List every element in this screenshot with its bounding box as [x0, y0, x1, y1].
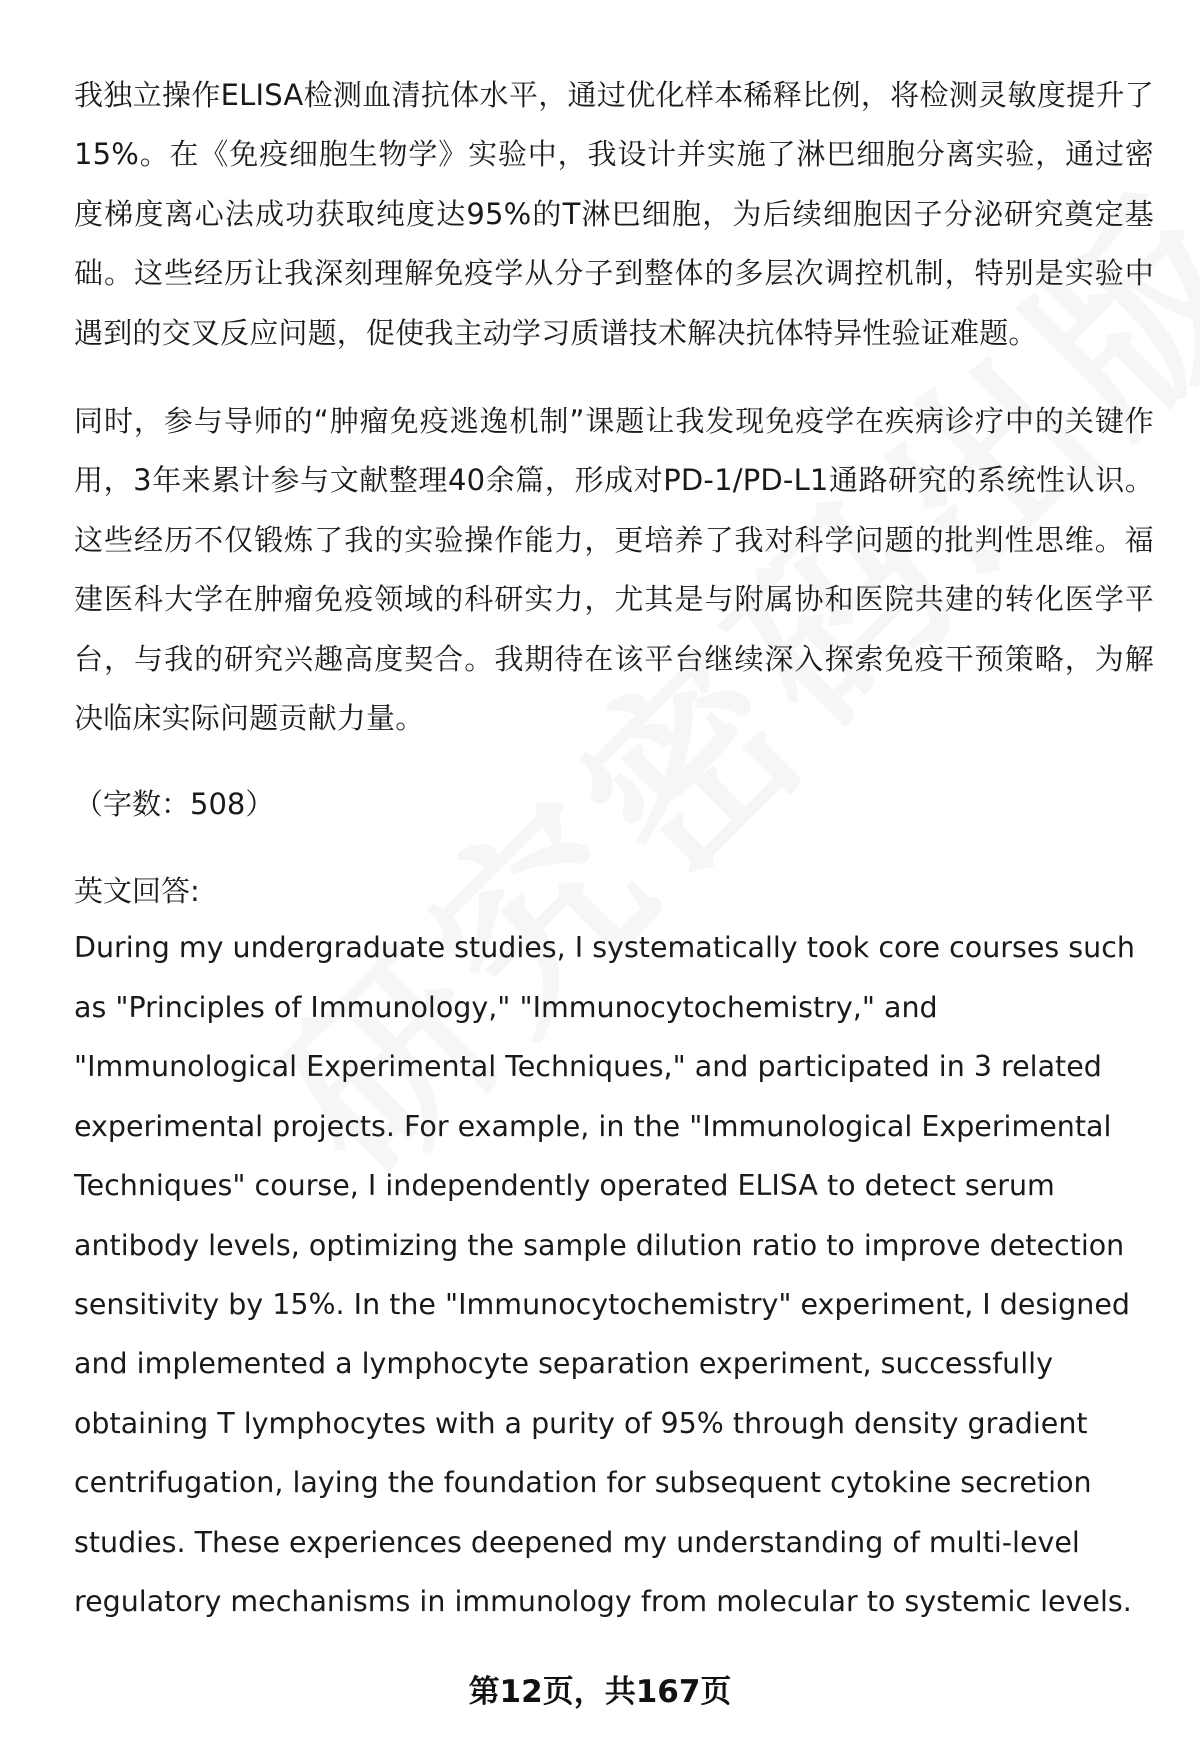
- english-answer-heading: 英文回答:: [74, 874, 200, 909]
- document-body: [74, 66, 1154, 1631]
- page-number-footer: 第12页，共167页: [468, 1674, 732, 1710]
- paragraph-english: During my undergraduate studies, I systematically took core courses such as "Principles of Immunology," "Immunocytochemistry," and "Immunological Experimental Techniques," and participated in 3 related experimental projects. For example, in the "Immunological Experimental Techniques" course, I independently operated ELISA to detect serum antibody levels, optimizing the sample dilution ratio to improve detection sensitivity by 15%. In the "Immunocytochemistry" experiment, I designed and implemented a lymphocyte separation experiment, successfully obtaining T lymphocytes with a purity of 95% through density gradient centrifugation, laying the foundation for subsequent cytokine secretion studies. These experiences deepened my understanding of multi-level regulatory mechanisms in immunology from molecular to systemic levels.: [74, 931, 1135, 1618]
- paragraph-chinese-1: 我独立操作ELISA检测血清抗体水平，通过优化样本稀释比例，将检测灵敏度提升了15%。在《免疫细胞生物学》实验中，我设计并实施了淋巴细胞分离实验，通过密度梯度离心法成功获取纯度达95%的T淋巴细胞，为后续细胞因子分泌研究奠定基础。这些经历让我深刻理解免疫学从分子到整体的多层次调控机制，特别是实验中遇到的交叉反应问题，促使我主动学习质谱技术解决抗体特异性验证难题。: [74, 78, 1154, 350]
- word-count: （字数：508）: [74, 787, 275, 822]
- paragraph-chinese-2: 同时，参与导师的“肿瘤免疫逃逸机制”课题让我发现免疫学在疾病诊疗中的关键作用，3年来累计参与文献整理40余篇，形成对PD-1/PD-L1通路研究的系统性认识。这些经历不仅锻炼了我的实验操作能力，更培养了我对科学问题的批判性思维。福建医科大学在肿瘤免疫领域的科研实力，尤其是与附属协和医院共建的转化医学平台，与我的研究兴趣高度契合。我期待在该平台继续深入探索免疫干预策略，为解决临床实际问题贡献力量。: [74, 404, 1154, 736]
